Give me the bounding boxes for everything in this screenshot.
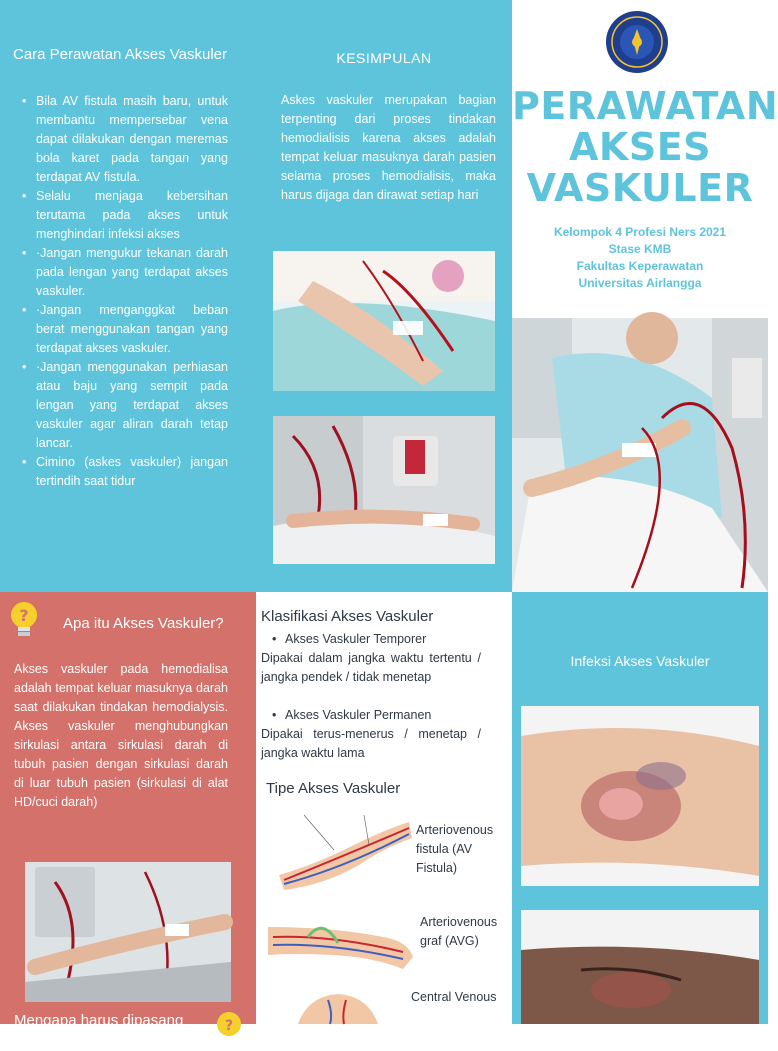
conclusion-panel (256, 0, 512, 592)
classification-title: Klasifikasi Akses Vaskuler (261, 608, 434, 625)
care-item: • Bila AV fistula masih baru, untuk membantu mempersebar vena dapat dilakukan dengan meremas bola karet pada tangan yang terdapat AV fistula. (22, 92, 228, 187)
cover-group: Kelompok 4 Profesi Ners 2021 (553, 225, 727, 239)
av-fistula-diagram (274, 810, 414, 892)
cover-university: Universitas Airlangga (578, 276, 702, 290)
dialysis-arm-photo (25, 862, 231, 1002)
cover-faculty: Fakultas Keperawatan (576, 259, 704, 273)
conclusion-title: KESIMPULAN (336, 50, 432, 66)
cover-title-line2: AKSES (568, 125, 712, 169)
cover-title (512, 84, 778, 210)
cover-stase: Stase KMB (608, 242, 672, 256)
svg-text:?: ? (19, 606, 29, 625)
conclusion-text: Askes vaskuler merupakan bagian terpenting dari proses tindakan hemodialisis karena akses adalah tempat keluar masuknya darah pasien selama proses hemodialisis, maka harus dijaga dan dirawat setiap hari (281, 93, 496, 202)
temporary-desc: Dipakai dalam jangka waktu tertentu / jangka pendek / tidak menetap (261, 651, 481, 684)
why-title: Mengapa harus dipasang (14, 1012, 184, 1029)
what-text: Akses vaskuler pada hemodialisa adalah tempat keluar masuknya darah saat dilakukan tindakan hemodialysis. Akses vaskuler menghubungkan sirkulasi antara sirkulasi darah di tubuh pasien dengan sirkulasi darah di luar tubuh pasien (sirkulasi di alat HD/cuci darah) (14, 662, 228, 809)
svg-text:?: ? (224, 1018, 234, 1034)
cover-subtitle (512, 224, 768, 292)
central-venous-diagram (278, 986, 398, 1024)
classification-panel (256, 592, 512, 1024)
type-av-fistula: Arteriovenous fistula (AV Fistula) (416, 823, 494, 875)
lightbulb-icon (8, 600, 40, 640)
type-central-venous: Central Venous (411, 990, 497, 1004)
what-title: Apa itu Akses Vaskuler? (63, 615, 224, 632)
dialysis-machine-photo (273, 416, 495, 564)
care-item: • Cimino (askes vaskuler) jangan tertindih saat tidur (22, 453, 228, 491)
infected-fistula-photo (521, 910, 759, 1024)
dialysis-photo-arm (273, 251, 495, 391)
classification-permanent (261, 706, 481, 763)
permanent-desc: Dipakai terus-menerus / menetap / jangka waktu lama (261, 727, 481, 760)
types-title: Tipe Akses Vaskuler (266, 780, 401, 797)
university-logo (605, 10, 669, 74)
care-item: • ·Jangan mengukur tekanan darah pada lengan yang terdapat akses vaskuler. (22, 244, 228, 301)
cover-title-line3: VASKULER (526, 166, 754, 210)
infection-panel (512, 592, 768, 1024)
temporary-label: • Akses Vaskuler Temporer (261, 630, 481, 649)
care-item: • ·Jangan menggunakan perhiasan atau baju yang sempit pada lengan yang terdapat akses vaskuler agar aliran darah tetap lancar. (22, 358, 228, 453)
care-title: Cara Perawatan Akses Vaskuler (13, 46, 227, 63)
cover-title-line1: PERAWATAN (512, 84, 778, 128)
infection-title: Infeksi Akses Vaskuler (570, 653, 710, 669)
care-panel (0, 0, 256, 592)
av-graft-diagram (263, 897, 417, 983)
care-item: • ·Jangan menganggkat beban berat menggunakan tangan yang terdapat akses vaskuler. (22, 301, 228, 358)
what-panel (0, 592, 256, 1034)
lightbulb-icon (214, 1010, 244, 1046)
patient-dialysis-photo (512, 318, 768, 592)
care-list (22, 92, 228, 491)
care-item: • Selalu menjaga kebersihan terutama pada akses untuk menghindari infeksi akses (22, 187, 228, 244)
permanent-label: • Akses Vaskuler Permanen (261, 706, 481, 725)
infected-access-photo (521, 706, 759, 886)
type-av-graft: Arteriovenous graf (AVG) (420, 915, 498, 948)
cover-panel (512, 0, 778, 320)
classification-temporary (261, 630, 481, 687)
